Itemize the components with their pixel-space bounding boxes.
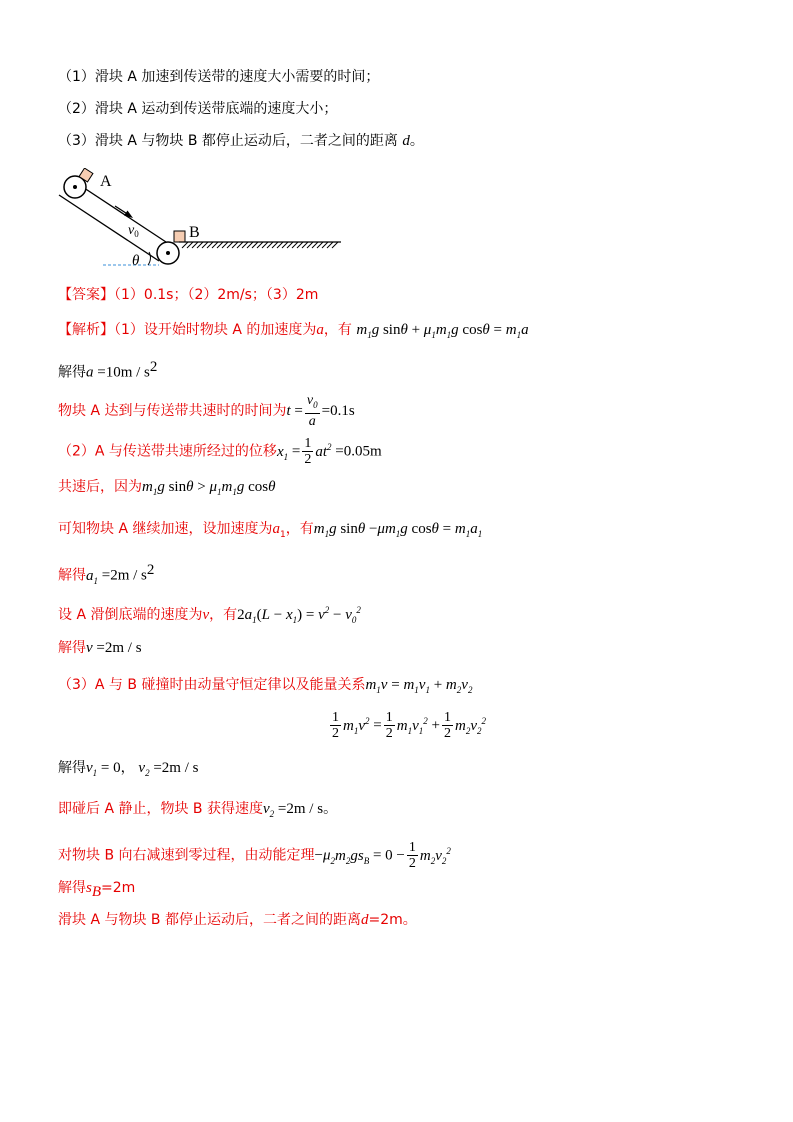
block-b xyxy=(174,231,185,242)
analysis-line-14: 对物块 B 向右减速到零过程，由动能定理$-\mu_2m_2gs_B = 0$ − $\frac{1}{2}$ $m_2v_2^2$ xyxy=(58,840,451,871)
answer-line: 【答案】（1）0.1s；（2）2m/s；（3）2m xyxy=(58,287,319,303)
top-pulley-axle xyxy=(73,185,77,189)
analysis-line-16: 滑块 A 与物块 B 都停止运动后，二者之间的距离d=2m。 xyxy=(58,912,417,928)
analysis-line-1: 【解析】（1）设开始时物块 A 的加速度为a，有 $m_1g$ $\sin\theta + \mu_1m_1g$ $\cos\theta = m_1a$ xyxy=(58,322,529,340)
analysis-line-10: （3）A 与 B 碰撞时由动量守恒定律以及能量关系$m_1v = m_1v_1 + m_2v_2$ xyxy=(58,677,473,695)
question-3: （3）滑块 A 与物块 B 都停止运动后，二者之间的距离 d。 xyxy=(58,133,424,149)
analysis-line-4: （2）A 与传送带共速所经过的位移$x_1$ = $\frac{1}{2}$ $at^2 =0.05m$ xyxy=(58,436,382,467)
bottom-pulley-axle xyxy=(166,251,170,255)
analysis-line-15: 解得$s_B=2m$ xyxy=(58,880,136,900)
conveyor-belt-diagram xyxy=(55,168,355,274)
analysis-line-12: 解得$v_1 = 0$， $v_2 =2m / s$ xyxy=(58,760,199,778)
analysis-line-5: 共速后，因为$m_1g$ $\sin\theta > \mu_1m_1g$ cosθ xyxy=(58,479,276,497)
ground-hatching xyxy=(182,242,338,248)
analysis-line-2: 解得$a =10m / s^2$ xyxy=(58,359,158,381)
analysis-line-13: 即碰后 A 静止，物块 B 获得速度$v_2 =2m / s$。 xyxy=(58,801,338,819)
label-a: A xyxy=(100,173,112,190)
analysis-line-6: 可知物块 A 继续加速，设加速度为$a_1$，有$m_1g$ $\sin\theta -\mu m_1g$ $\cos\theta = m_1a_1$ xyxy=(58,521,483,540)
energy-equation: $\frac{1}{2}$ $m_1v^2$ = $\frac{1}{2}$ $m_1v_1^2$ + $\frac{1}{2}$ $m_2v_2^2$ xyxy=(332,710,486,741)
analysis-line-7: 解得$a_1 =2m / s^2$ xyxy=(58,562,155,586)
analysis-line-8: 设 A 滑倒底端的速度为v，有$2a_1(L - x_1) = v^2 - v_0^2$ xyxy=(58,605,361,625)
question-1: （1）滑块 A 加速到传送带的速度大小需要的时间； xyxy=(58,69,380,85)
label-b: B xyxy=(189,224,200,241)
label-theta: θ xyxy=(132,253,140,269)
analysis-line-9: 解得v =2m / s xyxy=(58,640,142,656)
analysis-line-3: 物块 A 达到与传送带共速时的时间为t = $\frac{v_0}{a}$ =0.1s xyxy=(58,393,355,429)
question-2: （2）滑块 A 运动到传送带底端的速度大小； xyxy=(58,101,338,117)
label-v0: $v_0$ xyxy=(128,223,139,239)
